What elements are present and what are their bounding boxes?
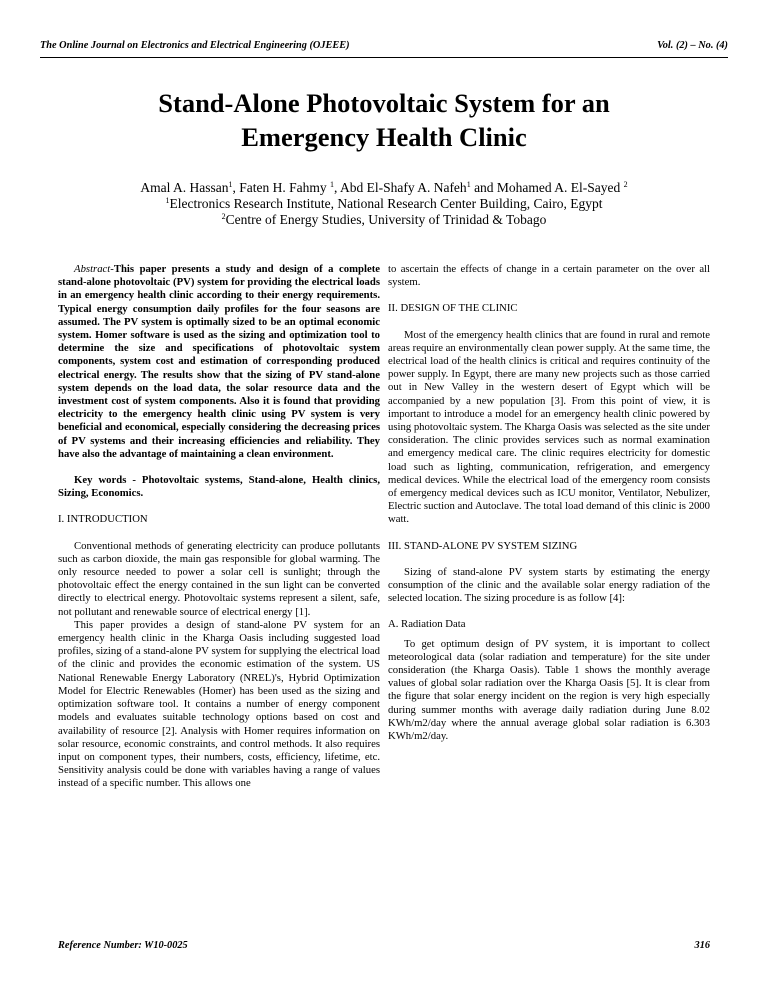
paper-title [60, 86, 708, 154]
running-header [40, 40, 728, 56]
affiliation-mark: 1 [165, 196, 170, 205]
title-line-2: Emergency Health Clinic [241, 122, 527, 152]
affiliation-mark: 1 [466, 180, 471, 189]
affiliation-2-text: Centre of Energy Studies, University of Trinidad & Tobago [225, 212, 547, 227]
abstract [58, 263, 380, 461]
intro-paragraph-continued: to ascertain the effects of change in a certain parameter on the over all system. [388, 263, 710, 289]
abstract-lead: Abstract- [74, 263, 114, 275]
intro-paragraph-1: Conventional methods of generating electricity can produce pollutants such as carbon dioxide, the main gas responsible for global warming. The only resource needed to power a solar cell is sunlight; through the photovoltaic effect the energy contained in the sun light can be converted directly to electrical energy. Photovoltaic systems represent a silent, safe, not pollutant and renewable source of electrical energy [1]. [58, 539, 380, 618]
section-heading-introduction: I. INTRODUCTION [58, 513, 148, 526]
author-3: , Abd El-Shafy A. Nafeh [333, 180, 467, 195]
affiliation-1 [40, 196, 728, 212]
author-2: , Faten H. Fahmy [232, 180, 330, 195]
author-block [40, 180, 728, 228]
volume-number: Vol. (2) – No. (4) [657, 40, 728, 51]
author-list [40, 180, 728, 196]
header-rule [40, 57, 728, 58]
design-paragraph: Most of the emergency health clinics that are found in rural and remote areas require an environmentally clean power supply. At the same time, the electrical load of the health clinics is critical and requires continuity of the power supply. In Egypt, there are many new projects such as those carried out in New Valley in the western desert of Egypt which will be accompanied by a new population [3]. From this point of view, it is important to introduce a model for an emergency health clinic powered by using photovoltaic system. The Kharga Oasis was selected as the site under consideration. The clinic provides services such as normal examination and emergency medical care. The clinic requires electricity for domestic load such as lighting, communication, refrigeration, and emergency medical devices. While the electrical load of the emergency room consists of emergency medical devices such as ICU monitor, Ventilator, Nebulizer, Electric suction and Autoclave. The total load demand of this clinic is 2000 watt. [388, 328, 710, 526]
reference-number: Reference Number: W10-0025 [58, 940, 188, 951]
intro-paragraph-2: This paper provides a design of stand-alone PV system for an emergency health clinic in the Kharga Oasis including suggested load profiles, sizing of a stand-alone PV system for supplying the electrical load of the clinic and provides the economic estimation of the system. US National Renewable Energy Laboratory (NREL)'s, Hybrid Optimization Model for Electric Renewables (Homer) has been used as the sizing and optimization software tool. It contains a number of energy component models and evaluates suitable technology options based on cost and availability of resource [2]. Analysis with Homer requires information on solar resource, economic constraints, and control methods. It also requires input on component types, their numbers, costs, efficiency, lifetime, etc. Sensitivity analysis could be done with variables having a range of values instead of a specific number. This allows one [58, 618, 380, 790]
right-column [388, 263, 710, 743]
affiliation-mark: 1 [228, 180, 233, 189]
affiliation-mark: 2 [623, 180, 628, 189]
affiliation-mark: 1 [329, 180, 334, 189]
subsection-heading-radiation: A. Radiation Data [388, 618, 466, 631]
section-heading-design: II. DESIGN OF THE CLINIC [388, 302, 518, 315]
section-heading-sizing: III. STAND-ALONE PV SYSTEM SIZING [388, 539, 578, 552]
affiliation-1-text: Electronics Research Institute, National Research Center Building, Cairo, Egypt [169, 196, 603, 211]
author-1: Amal A. Hassan [140, 180, 229, 195]
author-4: and Mohamed A. El-Sayed [470, 180, 624, 195]
title-line-1: Stand-Alone Photovoltaic System for an [158, 88, 610, 118]
affiliation-2 [40, 212, 728, 228]
left-column [58, 263, 380, 791]
abstract-text: This paper presents a study and design of a complete stand-alone photovoltaic (PV) system for providing the electrical loads in an emergency health clinic according to their energy requirements. Typical energy consumption daily profiles for the four seasons are assumed. The PV system is optimally sized to be an optimal economic system. Homer software is used as the sizing and optimization tool to determine the size and specifications of photovoltaic system components, system cost and estimation of corresponding produced electrical energy. The results show that the sizing of PV stand-alone system depends on the load data, the solar resource data and the investment cost of system components. Also it is found that providing electricity to the emergency health clinic using PV system is very beneficial and economical, especially considering the decreasing prices of PV systems and their increasing efficiencies and reliability. They have also the advantage of maintaining a clean environment. [58, 263, 380, 460]
page-number: 316 [694, 940, 710, 951]
sizing-paragraph: Sizing of stand-alone PV system starts by estimating the energy consumption of the clinic and the available solar energy radiation of the selected location. The sizing procedure is as follow [4]: [388, 565, 710, 605]
radiation-paragraph: To get optimum design of PV system, it is important to collect meteorological data (solar radiation and temperature) for the site under consideration (the Kharga Oasis). Table 1 shows the monthly average values of global solar radiation over the Kharga Oasis [5]. It is clear from the figure that solar energy incident on the region is very high especially during summer months with average daily radiation during June 8.02 KWh/m2/day where the annual average global solar radiation is 6.303 KWh/m2/day. [388, 637, 710, 743]
affiliation-mark: 2 [221, 212, 226, 221]
journal-name: The Online Journal on Electronics and Electrical Engineering (OJEEE) [40, 40, 350, 51]
keywords: Key words - Photovoltaic systems, Stand-alone, Health clinics, Sizing, Economics. [58, 474, 380, 500]
